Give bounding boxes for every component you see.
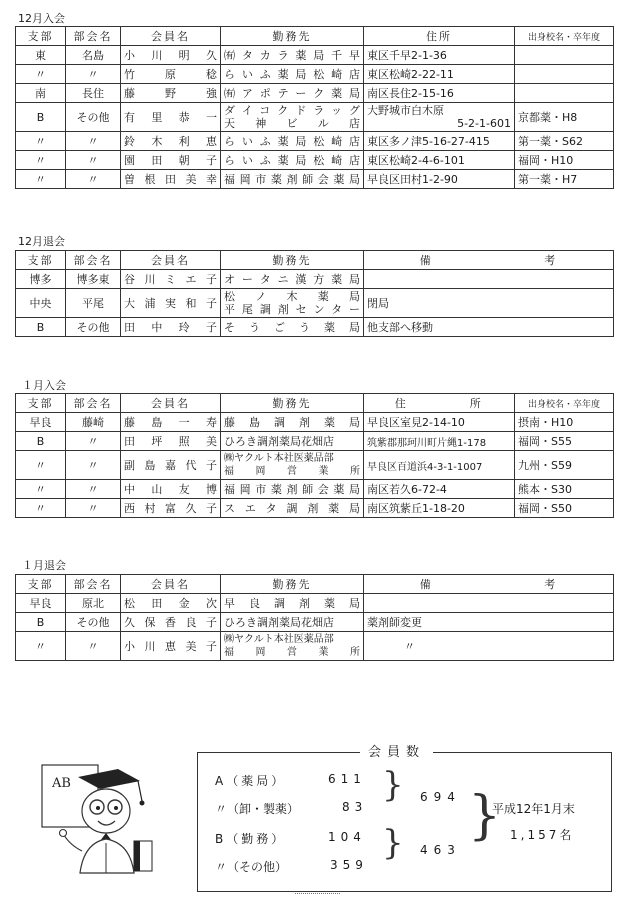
table-header-row (16, 394, 614, 413)
header-name: 会員名 (121, 251, 221, 270)
cell-name: 鈴木利恵 (121, 132, 221, 151)
header-note-a: 備 (364, 251, 489, 270)
table-dec-join (15, 26, 614, 189)
cell-work-line2: 平尾調剤センター (224, 303, 360, 316)
cell-school (515, 84, 614, 103)
table-row (16, 46, 614, 65)
header-work: 勤務先 (221, 27, 364, 46)
cell-name: 有里恭一 (121, 103, 221, 132)
cell-address: 東区松崎2-22-11 (364, 65, 515, 84)
cell-work-line1: ㈱ヤクルト本社医薬品部 (224, 634, 334, 645)
cell-branch: 南 (16, 84, 66, 103)
table-row (16, 413, 614, 432)
table-row (16, 270, 614, 289)
header-group: 部会名 (66, 394, 121, 413)
cell-name: 松田金次 (121, 594, 221, 613)
header-name: 会員名 (121, 394, 221, 413)
cell-group: 〃 (66, 170, 121, 189)
table-row (16, 151, 614, 170)
cell-name: 竹原稔 (121, 65, 221, 84)
header-branch: 支部 (16, 27, 66, 46)
header-branch: 支部 (16, 575, 66, 594)
cell-name: 田中玲子 (121, 318, 221, 337)
header-school: 出身校名・卒年度 (515, 394, 614, 413)
cell-address-line2: 5-2-1-601 (457, 117, 511, 130)
header-group: 部会名 (66, 251, 121, 270)
cell-branch: 早良 (16, 594, 66, 613)
cell-group: その他 (66, 103, 121, 132)
count-a-total: 694 (420, 790, 461, 804)
cell-address (364, 103, 515, 132)
cell-name: 田坪照美 (121, 432, 221, 451)
table-row (16, 103, 614, 132)
count-b2-label: 〃（その他） (215, 860, 288, 874)
header-address: 住所 (364, 27, 515, 46)
header-work: 勤務先 (221, 394, 364, 413)
table-row (16, 499, 614, 518)
section-label-dec-leave: 12月退会 (18, 235, 65, 248)
table-row (16, 480, 614, 499)
cell-group: 名島 (66, 46, 121, 65)
table-row (16, 65, 614, 84)
section-label-dec-join: 12月入会 (18, 12, 65, 25)
cell-school: 福岡・S55 (515, 432, 614, 451)
table-header-row (16, 575, 614, 594)
cell-work: スエタ調剤薬局 (221, 499, 364, 518)
cell-school: 熊本・S30 (515, 480, 614, 499)
brace-b: } (382, 823, 404, 863)
header-group: 部会名 (66, 575, 121, 594)
cell-group: 藤崎 (66, 413, 121, 432)
brace-a: } (382, 765, 404, 805)
cell-name: 園田朝子 (121, 151, 221, 170)
cell-work-line1: ダイコクドラッグ (224, 104, 360, 117)
cell-name: 副島嘉代子 (121, 451, 221, 480)
cell-work: オータニ漢方薬局 (221, 270, 364, 289)
header-note-b: 考 (489, 575, 614, 594)
cell-note (364, 270, 614, 289)
cell-name: 中山友博 (121, 480, 221, 499)
cell-work: 福岡市薬剤師会薬局 (221, 480, 364, 499)
cell-branch: 〃 (16, 499, 66, 518)
cell-group: 〃 (66, 132, 121, 151)
cell-address: 東区千早2-1-36 (364, 46, 515, 65)
cell-group: 〃 (66, 632, 121, 661)
table-row (16, 289, 614, 318)
cell-name: 曽根田美幸 (121, 170, 221, 189)
cell-work: ㈲アポテーク薬局 (221, 84, 364, 103)
count-as-of: 平成12年1月末 (492, 802, 575, 816)
cell-name: 小川恵美子 (121, 632, 221, 661)
cell-note (364, 594, 614, 613)
cell-name: 谷川ミエ子 (121, 270, 221, 289)
footer-mark (295, 893, 340, 898)
cell-work-line1: 松ノ木薬局 (224, 290, 360, 303)
table-header-row (16, 251, 614, 270)
table-dec-leave (15, 250, 614, 337)
cell-group: 長住 (66, 84, 121, 103)
cell-work: 福岡市薬剤師会薬局 (221, 170, 364, 189)
section-label-jan-leave: １月退会 (22, 559, 66, 572)
cell-school (515, 46, 614, 65)
cell-branch: B (16, 613, 66, 632)
cell-branch: 東 (16, 46, 66, 65)
table-row (16, 632, 614, 661)
cell-work-line1: ㈱ヤクルト本社医薬品部 (224, 453, 334, 464)
cell-note: 〃 (364, 632, 614, 661)
table-row (16, 451, 614, 480)
header-note-a: 備 (364, 575, 489, 594)
cell-school: 京都薬・H8 (515, 103, 614, 132)
cell-group: その他 (66, 318, 121, 337)
cell-work: らいふ薬局松崎店 (221, 65, 364, 84)
header-note-b: 考 (489, 251, 614, 270)
cell-address-line1: 大野城市白木原 (367, 104, 444, 117)
count-a2-value: 83 (342, 800, 368, 814)
header-work: 勤務先 (221, 251, 364, 270)
table-row (16, 594, 614, 613)
mascot-teacher-illustration (40, 755, 155, 875)
cell-school: 摂南・H10 (515, 413, 614, 432)
table-jan-leave (15, 574, 614, 661)
cell-work: 早良調剤薬局 (221, 594, 364, 613)
cell-branch: B (16, 318, 66, 337)
cell-work (221, 451, 364, 480)
cell-school: 九州・S59 (515, 451, 614, 480)
cell-school: 福岡・S50 (515, 499, 614, 518)
cell-work: ひろき調剤薬局花畑店 (221, 432, 364, 451)
table-row (16, 613, 614, 632)
cell-school: 福岡・H10 (515, 151, 614, 170)
count-a-label: A（薬局） (215, 774, 287, 788)
cell-branch: 中央 (16, 289, 66, 318)
table-row (16, 84, 614, 103)
cell-branch: B (16, 103, 66, 132)
cell-address: 東区松崎2-4-6-101 (364, 151, 515, 170)
cell-group: 〃 (66, 451, 121, 480)
cell-group: 原北 (66, 594, 121, 613)
cell-name: 大浦実和子 (121, 289, 221, 318)
cell-note: 閉局 (364, 289, 614, 318)
blackboard-letters: AB (52, 776, 71, 791)
brace-total: } (468, 786, 502, 846)
header-branch: 支部 (16, 394, 66, 413)
cell-address: 南区筑紫丘1-18-20 (364, 499, 515, 518)
cell-school: 第一薬・H7 (515, 170, 614, 189)
cell-branch: 〃 (16, 451, 66, 480)
cell-name: 西村富久子 (121, 499, 221, 518)
header-name: 会員名 (121, 27, 221, 46)
count-a2-label: 〃（卸・製薬） (215, 802, 300, 816)
cell-group: 平尾 (66, 289, 121, 318)
cell-branch: 〃 (16, 632, 66, 661)
table-row (16, 170, 614, 189)
header-school: 出身校名・卒年度 (515, 27, 614, 46)
cell-work-line2: 福岡営業所 (224, 647, 360, 658)
cell-group: その他 (66, 613, 121, 632)
cell-group: 〃 (66, 65, 121, 84)
table-row (16, 132, 614, 151)
cell-branch: 〃 (16, 65, 66, 84)
cell-name: 藤野強 (121, 84, 221, 103)
cell-group: 〃 (66, 151, 121, 170)
cell-address: 早良区室見2-14-10 (364, 413, 515, 432)
cell-school (515, 65, 614, 84)
cell-work: ひろき調剤薬局花畑店 (221, 613, 364, 632)
cell-group: 〃 (66, 499, 121, 518)
cell-work (221, 289, 364, 318)
table-row (16, 318, 614, 337)
cell-address: 早良区百道浜4-3-1-1007 (364, 451, 515, 480)
cell-note: 他支部へ移動 (364, 318, 614, 337)
count-b-label: B（勤務） (215, 832, 287, 846)
count-grand-total: 1,157名 (510, 828, 575, 842)
member-count-title: 会員数 (360, 741, 433, 760)
table-jan-join (15, 393, 614, 518)
header-name: 会員名 (121, 575, 221, 594)
table-row (16, 432, 614, 451)
cell-address: 筑紫郡那珂川町片縄1-178 (364, 432, 515, 451)
cell-group: 博多東 (66, 270, 121, 289)
cell-address: 南区若久6-72-4 (364, 480, 515, 499)
count-b-total: 463 (420, 843, 461, 857)
cell-work-line2: 福岡営業所 (224, 466, 360, 477)
cell-work-line2: 天神ビル店 (224, 117, 360, 130)
cell-work: らいふ薬局松崎店 (221, 132, 364, 151)
cell-branch: B (16, 432, 66, 451)
cell-name: 小川明久 (121, 46, 221, 65)
cell-address: 東区多ノ津5-16-27-415 (364, 132, 515, 151)
header-address-a: 住 (364, 394, 439, 413)
cell-address: 南区長住2-15-16 (364, 84, 515, 103)
section-label-jan-join: １月入会 (22, 379, 66, 392)
table-header-row (16, 27, 614, 46)
cell-work: 藤島調剤薬局 (221, 413, 364, 432)
count-b2-value: 359 (330, 858, 368, 872)
cell-branch: 〃 (16, 132, 66, 151)
cell-name: 久保香良子 (121, 613, 221, 632)
cell-branch: 早良 (16, 413, 66, 432)
cell-branch: 博多 (16, 270, 66, 289)
cell-work: そうごう薬局 (221, 318, 364, 337)
cell-group: 〃 (66, 432, 121, 451)
count-b-value: 104 (328, 830, 366, 844)
cell-work: らいふ薬局松崎店 (221, 151, 364, 170)
cell-work: ㈲タカラ薬局千早 (221, 46, 364, 65)
cell-note: 薬剤師変更 (364, 613, 614, 632)
cell-work (221, 632, 364, 661)
cell-address: 早良区田村1-2-90 (364, 170, 515, 189)
cell-work (221, 103, 364, 132)
cell-school: 第一薬・S62 (515, 132, 614, 151)
header-address-b: 所 (439, 394, 515, 413)
cell-branch: 〃 (16, 480, 66, 499)
cell-branch: 〃 (16, 170, 66, 189)
header-branch: 支部 (16, 251, 66, 270)
cell-branch: 〃 (16, 151, 66, 170)
cell-name: 藤島一寿 (121, 413, 221, 432)
count-a-value: 611 (328, 772, 366, 786)
header-work: 勤務先 (221, 575, 364, 594)
header-group: 部会名 (66, 27, 121, 46)
cell-group: 〃 (66, 480, 121, 499)
